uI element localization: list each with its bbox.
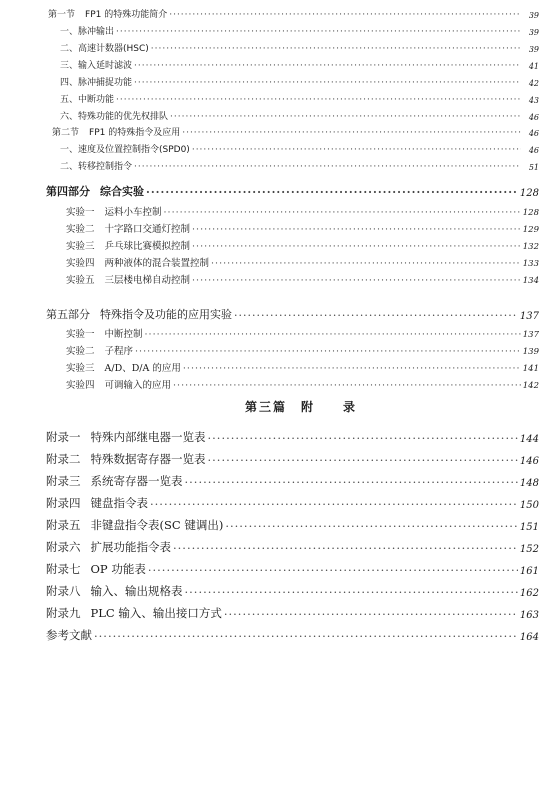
toc-entry bbox=[60, 92, 539, 105]
page-number: 134 bbox=[522, 276, 539, 286]
entry-title: 非键盘指令表(SC 键调出) bbox=[90, 518, 224, 532]
toc-entry-appendix bbox=[46, 539, 539, 555]
entry-number: 第五部分 bbox=[46, 308, 90, 321]
page-number: 163 bbox=[519, 610, 539, 621]
entry-number: 附录六 bbox=[46, 540, 81, 554]
entry-title: 中断控制 bbox=[104, 329, 143, 340]
leader-dots bbox=[173, 380, 521, 391]
toc-entry-appendix bbox=[46, 473, 539, 489]
entry-number: 实验四 bbox=[66, 258, 95, 269]
toc-entry bbox=[60, 58, 539, 71]
entry-title: 参考文献 bbox=[46, 628, 92, 642]
entry-number: 实验二 bbox=[66, 224, 95, 235]
toc-entry-part-4 bbox=[46, 183, 539, 199]
leader-dots bbox=[116, 95, 521, 105]
leader-dots bbox=[145, 329, 521, 340]
entry-number: 实验二 bbox=[66, 346, 95, 357]
entry-title: 子程序 bbox=[104, 346, 134, 357]
leader-dots bbox=[192, 275, 521, 286]
entry-title: 四、脉冲捕捉功能 bbox=[60, 78, 133, 88]
toc-entry-appendix bbox=[46, 583, 539, 599]
entry-title: 三、输入延时滤波 bbox=[60, 61, 133, 71]
leader-dots bbox=[208, 431, 518, 445]
toc-entry bbox=[60, 142, 539, 155]
leader-dots bbox=[182, 128, 521, 138]
toc-entry-appendix bbox=[46, 605, 539, 621]
toc-entry-appendix bbox=[46, 561, 539, 577]
page-number: 132 bbox=[522, 242, 539, 252]
toc-entry bbox=[66, 255, 539, 269]
entry-title: 特殊内部继电器一览表 bbox=[90, 430, 206, 444]
entry-number: 第一节 bbox=[48, 10, 76, 20]
entry-title: OP 功能表 bbox=[90, 562, 146, 576]
leader-dots bbox=[151, 44, 521, 54]
leader-dots bbox=[185, 475, 518, 489]
entry-number: 第四部分 bbox=[46, 185, 90, 198]
page-number: 162 bbox=[519, 588, 539, 599]
entry-title: 二、转移控制指令 bbox=[60, 162, 133, 172]
entry-number: 实验三 bbox=[66, 363, 95, 374]
entry-number: 附录四 bbox=[46, 496, 81, 510]
leader-dots bbox=[224, 607, 518, 621]
page-number: 146 bbox=[519, 456, 539, 467]
leader-dots bbox=[146, 186, 518, 199]
entry-number: 实验一 bbox=[66, 207, 95, 218]
entry-title: 系统寄存器一览表 bbox=[90, 474, 183, 488]
entry-title: 综合实验 bbox=[100, 185, 144, 198]
page-number: 46 bbox=[528, 146, 539, 155]
entry-title: 六、特殊功能的优先权排队 bbox=[60, 112, 169, 122]
entry-number: 实验一 bbox=[66, 329, 95, 340]
entry-number: 实验五 bbox=[66, 275, 95, 286]
entry-title: 两种液体的混合装置控制 bbox=[104, 258, 210, 269]
toc-entry-section-1 bbox=[48, 7, 539, 20]
page-number: 152 bbox=[519, 544, 539, 555]
entry-title: 五、中断功能 bbox=[60, 95, 115, 105]
leader-dots bbox=[148, 563, 518, 577]
entry-number: 附录九 bbox=[46, 606, 81, 620]
page-number: 46 bbox=[528, 113, 539, 122]
toc-entry-section-2 bbox=[52, 125, 539, 138]
leader-dots bbox=[192, 241, 521, 252]
toc-entry bbox=[66, 343, 539, 357]
entry-title: 十字路口交通灯控制 bbox=[104, 224, 191, 235]
page-number: 137 bbox=[519, 311, 539, 322]
entry-title: 一、速度及位置控制指令(SPD0) bbox=[60, 145, 190, 155]
entry-title: A/D、D/A 的应用 bbox=[104, 363, 181, 374]
entry-number: 实验四 bbox=[66, 380, 95, 391]
page-number: 142 bbox=[522, 381, 539, 391]
entry-title: 一、脉冲输出 bbox=[60, 27, 115, 37]
entry-title: 可调输入的应用 bbox=[104, 380, 172, 391]
page-number: 128 bbox=[522, 208, 539, 218]
toc-entry-appendix bbox=[46, 517, 539, 533]
page-number: 164 bbox=[519, 632, 539, 643]
part-title: 第三篇 附 录 bbox=[245, 400, 358, 414]
entry-title: 运料小车控制 bbox=[104, 207, 162, 218]
leader-dots bbox=[135, 346, 521, 357]
toc-entry bbox=[66, 326, 539, 340]
page-number: 41 bbox=[528, 62, 539, 71]
page-number: 144 bbox=[519, 434, 539, 445]
page-number: 43 bbox=[528, 96, 539, 105]
toc-entry bbox=[66, 238, 539, 252]
toc-entry bbox=[66, 360, 539, 374]
leader-dots bbox=[173, 541, 518, 555]
page-number: 139 bbox=[522, 347, 539, 357]
leader-dots bbox=[183, 363, 521, 374]
leader-dots bbox=[116, 27, 521, 37]
toc-entry-appendix bbox=[46, 451, 539, 467]
entry-title: 特殊指令及功能的应用实验 bbox=[100, 308, 232, 321]
entry-number: 附录五 bbox=[46, 518, 81, 532]
page-number: 133 bbox=[522, 259, 539, 269]
entry-title: 二、高速计数器(HSC) bbox=[60, 44, 149, 54]
entry-number: 实验三 bbox=[66, 241, 95, 252]
toc-entry bbox=[60, 109, 539, 122]
page-number: 46 bbox=[528, 129, 539, 138]
toc-entry bbox=[66, 272, 539, 286]
leader-dots bbox=[192, 145, 521, 155]
page-number: 128 bbox=[519, 188, 539, 199]
page-number: 161 bbox=[519, 566, 539, 577]
entry-title: FP1 的特殊功能简介 bbox=[85, 10, 168, 20]
page-number: 39 bbox=[528, 11, 539, 20]
toc-entry bbox=[66, 204, 539, 218]
toc-entry bbox=[60, 75, 539, 88]
page-number: 39 bbox=[528, 28, 539, 37]
leader-dots bbox=[225, 519, 518, 533]
entry-title: 三层楼电梯自动控制 bbox=[104, 275, 191, 286]
page-number: 129 bbox=[522, 225, 539, 235]
page-number: 150 bbox=[519, 500, 539, 511]
entry-title: 扩展功能指令表 bbox=[90, 540, 171, 554]
entry-number: 附录七 bbox=[46, 562, 81, 576]
entry-title: PLC 输入、输出接口方式 bbox=[90, 606, 222, 620]
leader-dots bbox=[192, 224, 521, 235]
leader-dots bbox=[169, 10, 521, 20]
leader-dots bbox=[164, 207, 521, 218]
entry-number: 附录八 bbox=[46, 584, 81, 598]
entry-title: 键盘指令表 bbox=[90, 496, 148, 510]
entry-title: 乒乓球比赛模拟控制 bbox=[104, 241, 191, 252]
toc-entry bbox=[66, 221, 539, 235]
entry-number: 附录一 bbox=[46, 430, 81, 444]
toc-entry bbox=[66, 377, 539, 391]
leader-dots bbox=[234, 309, 518, 322]
page-number: 42 bbox=[528, 79, 539, 88]
entry-title: 特殊数据寄存器一览表 bbox=[90, 452, 206, 466]
toc-entry bbox=[60, 41, 539, 54]
leader-dots bbox=[211, 258, 521, 269]
page-number: 51 bbox=[528, 163, 539, 172]
toc-entry-appendix bbox=[46, 495, 539, 511]
entry-number: 第二节 bbox=[52, 128, 80, 138]
leader-dots bbox=[94, 629, 518, 643]
toc-entry-references bbox=[46, 627, 539, 643]
entry-title: 输入、输出规格表 bbox=[90, 584, 183, 598]
toc-entry bbox=[60, 159, 539, 172]
leader-dots bbox=[185, 585, 518, 599]
entry-title: FP1 的特殊指令及应用 bbox=[89, 128, 181, 138]
leader-dots bbox=[134, 61, 521, 71]
page-number: 39 bbox=[528, 45, 539, 54]
leader-dots bbox=[150, 497, 518, 511]
page-number: 148 bbox=[519, 478, 539, 489]
leader-dots bbox=[170, 112, 521, 122]
toc-entry bbox=[60, 24, 539, 37]
page-number: 141 bbox=[522, 364, 539, 374]
entry-number: 附录三 bbox=[46, 474, 81, 488]
leader-dots bbox=[134, 162, 521, 172]
page-number: 137 bbox=[522, 330, 539, 340]
leader-dots bbox=[208, 453, 518, 467]
page-number: 151 bbox=[519, 522, 539, 533]
toc-entry-appendix bbox=[46, 429, 539, 445]
toc-entry-part-5 bbox=[46, 306, 539, 322]
leader-dots bbox=[134, 78, 521, 88]
entry-number: 附录二 bbox=[46, 452, 81, 466]
